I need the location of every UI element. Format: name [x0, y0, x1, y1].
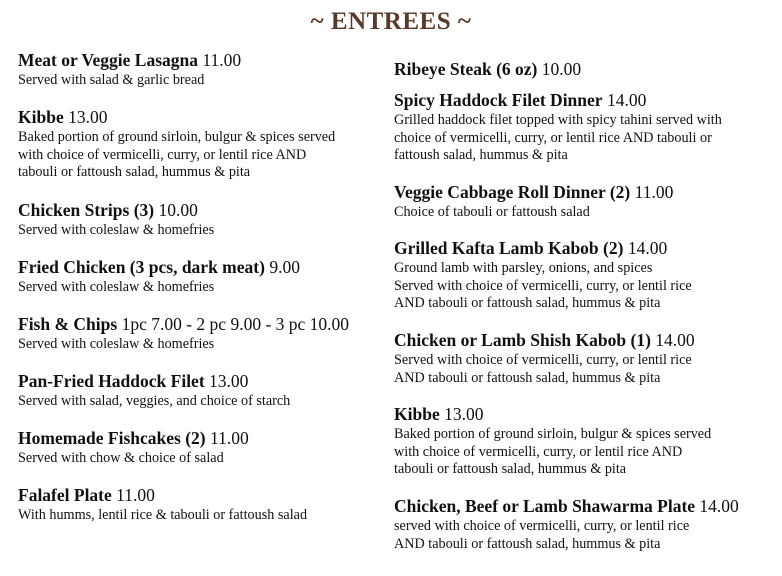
item-description: Served with chow & choice of salad [18, 450, 224, 466]
item-description: Served with coleslaw & homefries [18, 279, 215, 295]
item-price: 10.00 [541, 59, 582, 79]
menu-item [18, 257, 300, 297]
item-description: Grilled haddock filet topped with spicy tahini served with [394, 112, 722, 128]
item-description: tabouli or fattoush salad, hummus & pita [394, 461, 627, 477]
item-description: Served with choice of vermicelli, curry, or lentil rice [394, 352, 692, 368]
item-price: 14.00 [627, 238, 668, 258]
item-description: Served with salad, veggies, and choice of starch [18, 393, 291, 409]
menu-item [18, 107, 335, 182]
item-name: Homemade Fishcakes (2) [18, 428, 206, 448]
item-name: Fish & Chips [18, 314, 118, 334]
item-description: with choice of vermicelli, curry, or lentil rice AND [394, 443, 683, 460]
item-description: served with choice of vermicelli, curry, or lentil rice [394, 518, 690, 534]
item-name: Chicken Strips (3) [18, 200, 155, 220]
item-description: Served with choice of vermicelli, curry, or lentil rice [394, 277, 692, 294]
item-description: with choice of vermicelli, curry, or lentil rice AND [18, 146, 307, 163]
menu-item [394, 238, 692, 313]
item-name: Kibbe [394, 404, 440, 424]
item-price: 10.00 [158, 200, 198, 220]
item-price: 11.00 [202, 50, 242, 70]
item-name: Kibbe [18, 107, 64, 127]
menu-item [394, 59, 581, 80]
item-name: Veggie Cabbage Roll Dinner (2) [394, 182, 631, 202]
item-description: Served with coleslaw & homefries [18, 222, 215, 238]
menu-item [18, 50, 241, 90]
item-price: 1pc 7.00 - 2 pc 9.00 - 3 pc 10.00 [121, 314, 350, 334]
item-price: 11.00 [634, 182, 674, 202]
item-description: Baked portion of ground sirloin, bulgur & spices served [18, 129, 336, 145]
item-name: Fried Chicken (3 pcs, dark meat) [18, 257, 265, 277]
item-name: Grilled Kafta Lamb Kabob (2) [394, 238, 624, 258]
item-name: Ribeye Steak (6 oz) [394, 59, 538, 79]
item-description: choice of vermicelli, curry, or lentil rice AND tabouli or [394, 129, 712, 146]
page-title: ~ ENTREES ~ [310, 8, 472, 35]
menu-item [18, 428, 249, 468]
menu-item [18, 200, 214, 240]
item-description: Choice of tabouli or fattoush salad [394, 204, 590, 220]
item-price: 13.00 [68, 107, 108, 127]
item-description: fattoush salad, hummus & pita [394, 147, 568, 163]
item-description: AND tabouli or fattoush salad, hummus & pita [394, 535, 661, 552]
item-description: AND tabouli or fattoush salad, hummus & pita [394, 369, 661, 386]
item-name: Meat or Veggie Lasagna [18, 50, 199, 70]
item-name: Pan-Fried Haddock Filet [18, 371, 205, 391]
item-price: 13.00 [209, 371, 249, 391]
item-price: 11.00 [116, 485, 155, 505]
item-description: Baked portion of ground sirloin, bulgur & spices served [394, 426, 712, 442]
item-price: 14.00 [606, 90, 647, 110]
item-description: Served with coleslaw & homefries [18, 336, 215, 352]
menu-item [394, 90, 722, 165]
item-name: Chicken or Lamb Shish Kabob (1) [394, 330, 651, 350]
menu-item [394, 404, 711, 479]
menu-item [394, 496, 739, 553]
item-description: Ground lamb with parsley, onions, and spices [394, 260, 653, 276]
item-price: 9.00 [269, 257, 300, 277]
item-price: 14.00 [655, 330, 695, 350]
item-name: Spicy Haddock Filet Dinner [394, 90, 603, 110]
menu-item [18, 314, 349, 354]
item-price: 14.00 [699, 496, 739, 516]
menu-item [18, 485, 307, 525]
item-description: With humms, lentil rice & tabouli or fattoush salad [18, 507, 308, 523]
item-description: tabouli or fattoush salad, hummus & pita [18, 164, 251, 180]
menu-item [394, 330, 695, 387]
menu-item [394, 182, 673, 222]
item-name: Chicken, Beef or Lamb Shawarma Plate [394, 496, 696, 516]
item-name: Falafel Plate [18, 485, 112, 505]
item-description: Served with salad & garlic bread [18, 72, 205, 88]
menu-item [18, 371, 290, 411]
item-price: 13.00 [444, 404, 484, 424]
item-description: AND tabouli or fattoush salad, hummus & pita [394, 295, 661, 311]
item-price: 11.00 [210, 428, 249, 448]
